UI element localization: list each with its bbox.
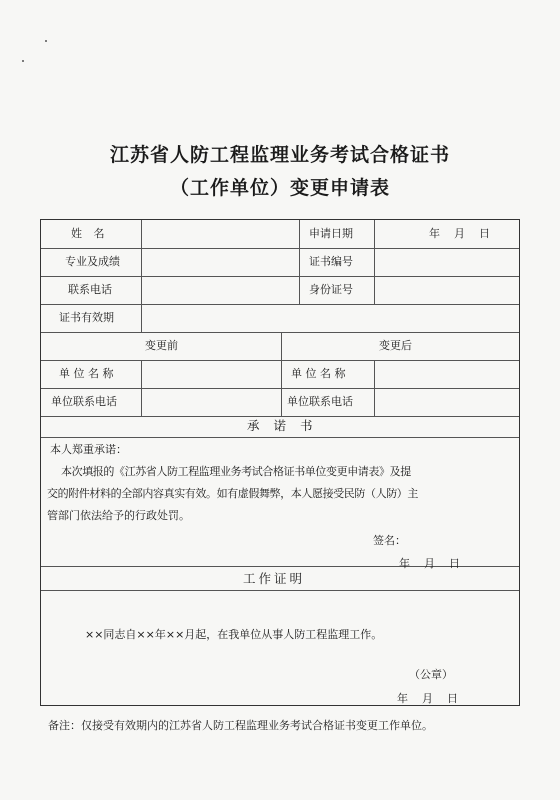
footnote: 备注：仅接受有效期内的江苏省人防工程监理业务考试合格证书变更工作单位。 <box>48 719 433 732</box>
name-label: 姓 名 <box>71 227 109 240</box>
cert-validity-label: 证书有效期 <box>59 311 114 324</box>
form-title-line1: 江苏省人防工程监理业务考试合格证书 <box>109 144 450 166</box>
scan-speck <box>22 60 24 62</box>
col-divider <box>374 360 375 416</box>
work-proof-body: ××同志自××年××月起，在我单位从事人防工程监理工作。 <box>85 628 383 641</box>
col-divider <box>281 332 282 416</box>
row-divider <box>41 388 519 389</box>
row-divider <box>41 276 519 277</box>
id-number-label: 身份证号 <box>309 283 353 296</box>
promise-text-line2: 交的附件材料的全部内容真实有效。如有虚假舞弊，本人愿接受民防（人防）主 <box>47 487 418 500</box>
work-proof-date: 年 月 日 <box>397 692 458 705</box>
unit-name-label-after: 单 位 名 称 <box>291 367 346 380</box>
row-divider <box>41 332 519 333</box>
col-divider <box>374 220 375 304</box>
unit-phone-label-after: 单位联系电话 <box>287 395 353 408</box>
phone-label: 联系电话 <box>68 283 112 296</box>
promise-intro: 本人郑重承诺： <box>50 443 127 456</box>
promise-text-line1: 本次填报的《江苏省人防工程监理业务考试合格证书单位变更申请表》及提 <box>61 465 411 478</box>
row-divider <box>41 248 519 249</box>
col-divider <box>299 220 300 304</box>
signature-label: 签名： <box>373 534 406 547</box>
unit-phone-label-before: 单位联系电话 <box>51 395 117 408</box>
cert-number-label: 证书编号 <box>309 255 353 268</box>
work-proof-header: 工作证明 <box>243 571 306 586</box>
row-divider <box>41 437 519 438</box>
major-score-label: 专业及成绩 <box>65 255 120 268</box>
apply-date-field[interactable]: 年 月 日 <box>429 227 490 240</box>
apply-date-label: 申请日期 <box>309 227 353 240</box>
col-divider <box>141 360 142 416</box>
form-title-line2: （工作单位）变更申请表 <box>169 177 390 199</box>
after-change-header: 变更后 <box>379 339 412 352</box>
scan-speck <box>45 40 47 42</box>
unit-name-label-before: 单 位 名 称 <box>59 367 114 380</box>
row-divider <box>41 304 519 305</box>
promise-date: 年 月 日 <box>399 557 460 570</box>
promise-text-line3: 管部门依法给予的行政处罚。 <box>47 509 190 522</box>
col-divider <box>141 220 142 332</box>
before-change-header: 变更前 <box>145 339 178 352</box>
row-divider <box>41 416 519 417</box>
official-seal-label: （公章） <box>409 668 453 681</box>
promise-header: 承 诺 书 <box>247 418 318 433</box>
row-divider <box>41 590 519 591</box>
application-form <box>40 219 520 706</box>
row-divider <box>41 360 519 361</box>
